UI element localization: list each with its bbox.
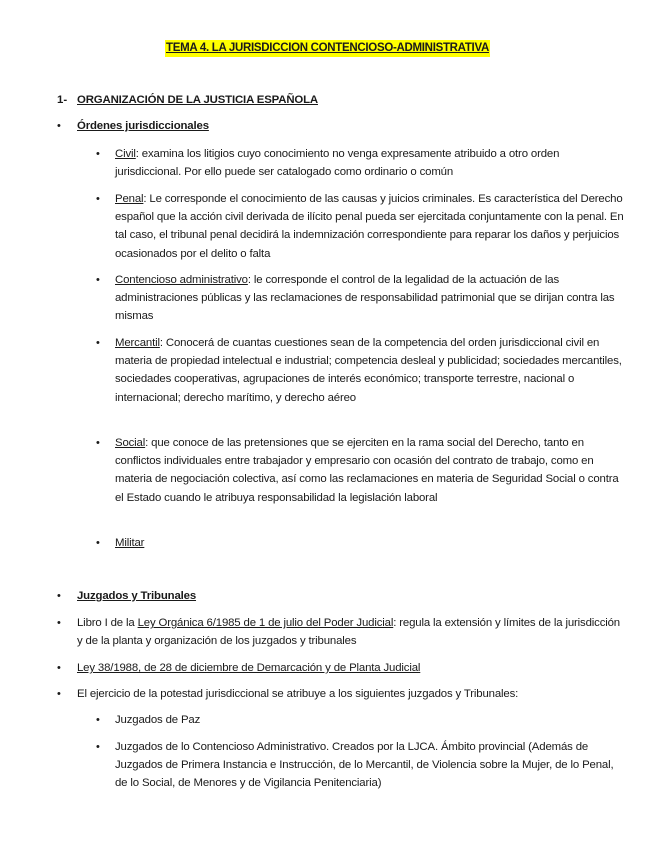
ordenes-heading: Órdenes jurisdiccionales — [77, 120, 209, 132]
list-item-penal — [115, 190, 625, 263]
bullet: • — [96, 714, 100, 726]
text-penal: : Le corresponde el conocimiento de las causas y juicios criminales. Es característica del Derecho español que la acción civil derivada de ilícito penal pueda ser ejercitada conjuntamente con la penal. En tal caso, el tribunal penal decidirá la indemnización correspondiente para reparar los daños y perjuicios ocasionados por el delito o falta — [115, 193, 624, 260]
term-social: Social — [115, 437, 146, 449]
term-penal: Penal — [115, 193, 144, 205]
section-number: 1- — [57, 94, 68, 106]
document-title: TEMA 4. LA JURISDICCION CONTENCIOSO-ADMINISTRATIVA — [165, 40, 490, 57]
list-item-militar — [115, 534, 625, 552]
list-item-civil — [115, 145, 625, 181]
bullet: • — [57, 617, 61, 629]
libro-text: : regula la extensión y límites de la jurisdicción y de la planta y organización de los juzgados y tribunales — [77, 617, 620, 648]
bullet: • — [96, 537, 100, 549]
lopj-link: Ley Orgánica 6/1985 de 1 de julio del Poder Judicial — [137, 617, 394, 629]
bullet: • — [96, 437, 100, 449]
section-heading: ORGANIZACIÓN DE LA JUSTICIA ESPAÑOLA — [77, 94, 318, 106]
bullet: • — [96, 148, 100, 160]
list-item-juzgados-paz: Juzgados de Paz — [115, 714, 201, 726]
bullet: • — [96, 193, 100, 205]
list-item-contencioso — [115, 271, 625, 326]
term-contencioso: Contencioso administrativo — [115, 274, 248, 286]
list-item-mercantil — [115, 334, 625, 407]
text-civil: : examina los litigios cuyo conocimiento no venga expresamente atribuido a otro orden jurisdiccional. Por ello puede ser catalogado como ordinario o común — [115, 148, 560, 179]
bullet: • — [57, 688, 61, 700]
term-civil: Civil — [115, 148, 136, 160]
bullet: • — [57, 120, 61, 132]
term-mercantil: Mercantil — [115, 337, 160, 349]
list-item-juzgados-contencioso: Juzgados de lo Contencioso Administrativo. Creados por la LJCA. Ámbito provincial (Además de Juzgados de Primera Instancia e Instrucción, de lo Mercantil, de Violencia sobre la Mujer, de lo Penal, de lo Social, de Menores y de Vigilancia Penitenciaria) — [115, 741, 614, 790]
bullet: • — [96, 274, 100, 286]
ley-38-1988: Ley 38/1988, de 28 de diciembre de Demarcación y de Planta Judicial — [77, 662, 421, 674]
ejercicio-paragraph: El ejercicio de la potestad jurisdiccional se atribuye a los siguientes juzgados y Tribunales: — [77, 688, 519, 700]
text-mercantil: : Conocerá de cuantas cuestiones sean de la competencia del orden jurisdiccional civil en materia de propiedad intelectual e industrial; competencia desleal y publicidad; sociedades mercantiles, sociedades cooperativas, agrupaciones de interés económico; transporte terrestre, nacional o internacional; derecho marítimo, y derecho aéreo — [115, 337, 622, 404]
libro-paragraph — [77, 614, 622, 650]
libro-prefix: Libro I de la — [77, 617, 138, 629]
bullet: • — [96, 337, 100, 349]
list-item-social — [115, 434, 625, 507]
juzgados-heading: Juzgados y Tribunales — [77, 590, 197, 602]
text-contencioso: : le corresponde el control de la legalidad de la actuación de las administraciones públicas y las reclamaciones de responsabilidad patrimonial que se dirijan contra las mismas — [115, 274, 615, 323]
bullet: • — [57, 590, 61, 602]
bullet: • — [57, 662, 61, 674]
bullet: • — [96, 741, 100, 753]
term-militar: Militar — [115, 537, 145, 549]
text-social: : que conoce de las pretensiones que se ejerciten en la rama social del Derecho, tanto en conflictos individuales entre trabajador y empresario con ocasión del contrato de trabajo, como en materia de negociación colectiva, así como las reclamaciones en materia de Seguridad Social o contra el Estado cuando le atribuya responsabilidad la legislación laboral — [115, 437, 619, 504]
title-wrap — [0, 38, 655, 57]
